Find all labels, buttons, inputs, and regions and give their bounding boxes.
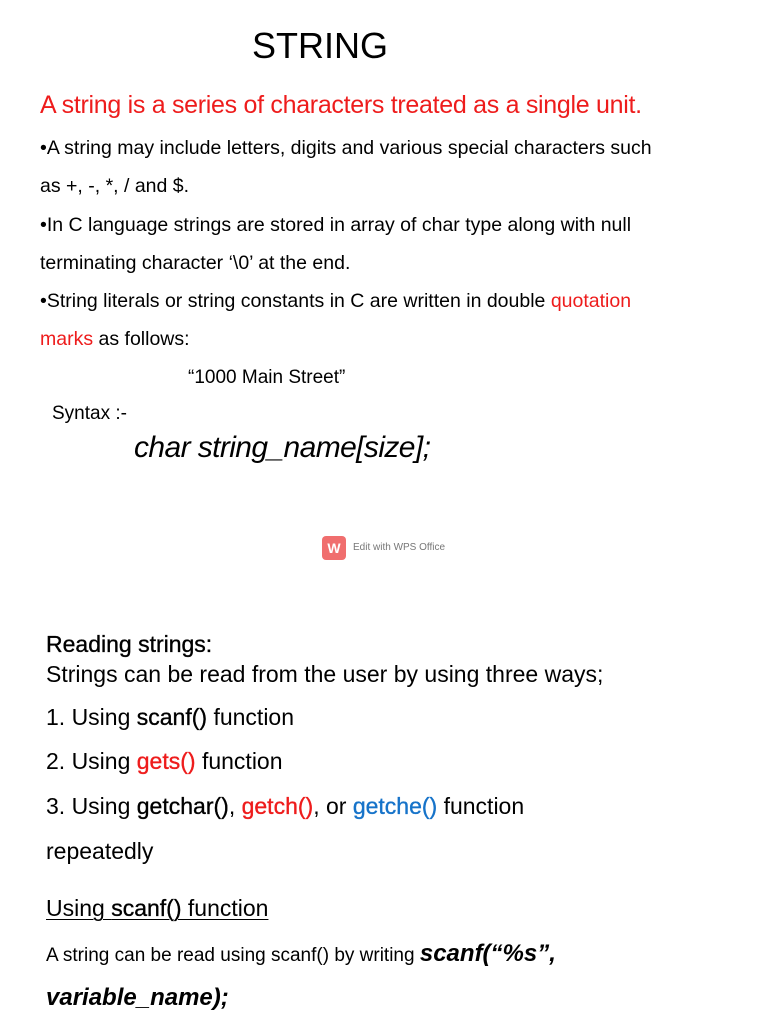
page-title: STRING xyxy=(252,25,389,66)
reading-heading: Reading strings: xyxy=(46,631,213,657)
bullet-1-line-1: •A string may include letters, digits and various special characters such xyxy=(40,137,652,159)
syntax-label: Syntax :- xyxy=(52,403,127,424)
item-2-prefix: 2. Using xyxy=(46,748,137,774)
reading-item-3-continued: repeatedly xyxy=(46,838,154,864)
bullet-2-line-2: terminating character ‘\0’ at the end. xyxy=(40,252,351,274)
reading-item-3 xyxy=(46,791,524,821)
getche-fn: getche() xyxy=(352,793,438,819)
wps-logo-icon: W xyxy=(322,536,346,560)
item-2-suffix: function xyxy=(195,748,283,774)
example-literal: “1000 Main Street” xyxy=(188,367,346,388)
item-3-sep-1: , xyxy=(228,793,242,819)
wps-watermark xyxy=(322,536,445,560)
item-1-prefix: 1. Using xyxy=(46,704,137,730)
item-3-sep-2: , or xyxy=(313,793,353,819)
bullet-1-line-2: as +, -, *, / and $. xyxy=(40,175,190,197)
definition-lead: A string is a series of characters treated as a single unit. xyxy=(40,91,642,119)
reading-item-2 xyxy=(46,746,283,776)
getchar-fn: getchar() xyxy=(136,793,229,819)
scanf-section-heading xyxy=(46,893,268,923)
scanf-description xyxy=(46,939,556,971)
item-3-suffix: function xyxy=(437,793,525,819)
bullet-3-line-2 xyxy=(40,327,190,351)
wps-watermark-text: Edit with WPS Office xyxy=(353,542,446,553)
scanf-heading-prefix: Using xyxy=(46,895,112,921)
bullet-3-text: •String literals or string constants in C are written in double xyxy=(40,290,551,312)
scanf-code-part-1: scanf(“%s”, xyxy=(419,940,556,967)
bullet-3-line-1 xyxy=(40,289,631,313)
scanf-heading-suffix: function xyxy=(181,895,269,921)
item-1-suffix: function xyxy=(207,704,295,730)
scanf-fn: scanf() xyxy=(136,704,208,730)
scanf-desc-text: A string can be read using scanf() by writing xyxy=(46,945,420,966)
item-3-prefix: 3. Using xyxy=(46,793,137,819)
marks-highlight: marks xyxy=(40,328,94,350)
syntax-code: char string_name[size]; xyxy=(134,431,431,464)
reading-intro: Strings can be read from the user by using three ways; xyxy=(46,661,604,687)
reading-item-1 xyxy=(46,702,294,732)
gets-fn: gets() xyxy=(136,748,196,774)
bullet-3-tail: as follows: xyxy=(93,328,190,350)
getch-fn: getch() xyxy=(241,793,314,819)
bullet-2-line-1: •In C language strings are stored in array of char type along with null xyxy=(40,214,632,236)
quotation-highlight: quotation xyxy=(550,290,632,312)
scanf-code-part-2: variable_name); xyxy=(46,984,229,1011)
scanf-heading-fn: scanf() xyxy=(111,895,182,921)
